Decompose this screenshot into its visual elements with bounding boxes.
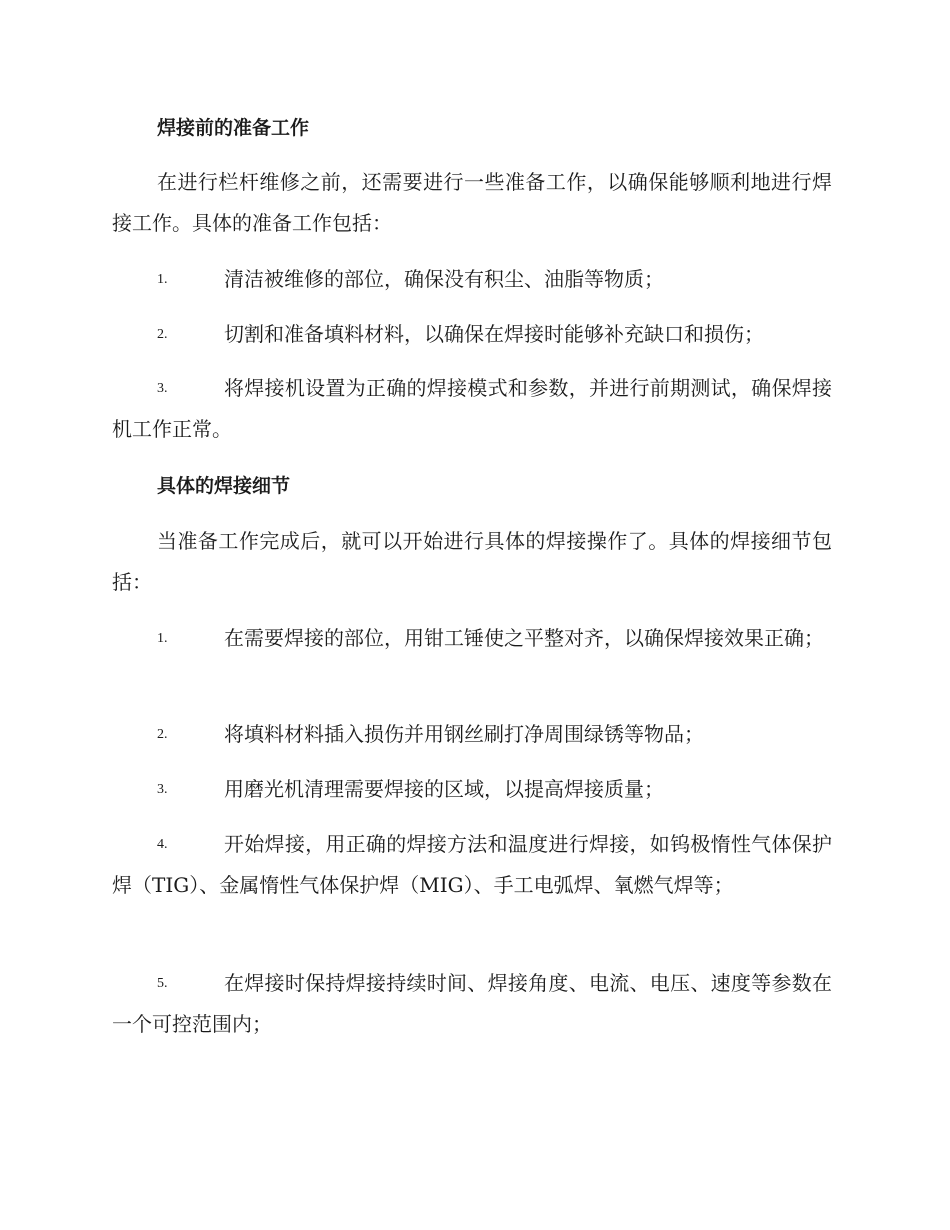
list-number: 3. (157, 782, 168, 797)
list-item (112, 618, 832, 659)
section-heading-preparation: 焊接前的准备工作 (157, 117, 310, 139)
list-number: 2. (157, 327, 168, 342)
section-intro-preparation: 在进行栏杆维修之前，还需要进行一些准备工作，以确保能够顺利地进行焊接工作。具体的准备工作包括： (112, 170, 832, 235)
list-item (112, 824, 832, 906)
list-item-text: 在需要焊接的部位，用钳工锤使之平整对齐，以确保焊接效果正确； (224, 626, 824, 650)
list-item (112, 714, 832, 755)
section-intro-welding-details: 当准备工作完成后，就可以开始进行具体的焊接操作了。具体的焊接细节包括： (112, 529, 832, 594)
list-item (112, 259, 832, 300)
list-number: 1. (157, 272, 168, 287)
list-item (112, 368, 832, 450)
list-item-text: 用磨光机清理需要焊接的区域，以提高焊接质量； (224, 777, 664, 801)
section-heading-welding-details: 具体的焊接细节 (157, 475, 291, 497)
list-item-text: 将填料材料插入损伤并用钢丝刷打净周围绿锈等物品； (224, 722, 704, 746)
list-number: 4. (157, 837, 168, 852)
list-item-text: 将焊接机设置为正确的焊接模式和参数，并进行前期测试，确保焊接机工作正常。 (112, 376, 832, 441)
list-number: 3. (157, 381, 168, 396)
list-item (112, 963, 832, 1045)
list-number: 1. (157, 631, 168, 646)
list-item-text: 开始焊接，用正确的焊接方法和温度进行焊接，如钨极惰性气体保护焊（TIG）、金属惰性气体保护焊（MIG）、手工电弧焊、氧燃气焊等； (112, 832, 832, 897)
list-item (112, 314, 832, 355)
list-item (112, 769, 832, 810)
list-item-text: 清洁被维修的部位，确保没有积尘、油脂等物质； (224, 267, 664, 291)
list-number: 5. (157, 976, 168, 991)
list-number: 2. (157, 727, 168, 742)
list-item-text: 在焊接时保持焊接持续时间、焊接角度、电流、电压、速度等参数在一个可控范围内； (112, 971, 832, 1036)
list-item-text: 切割和准备填料材料，以确保在焊接时能够补充缺口和损伤； (224, 322, 764, 346)
